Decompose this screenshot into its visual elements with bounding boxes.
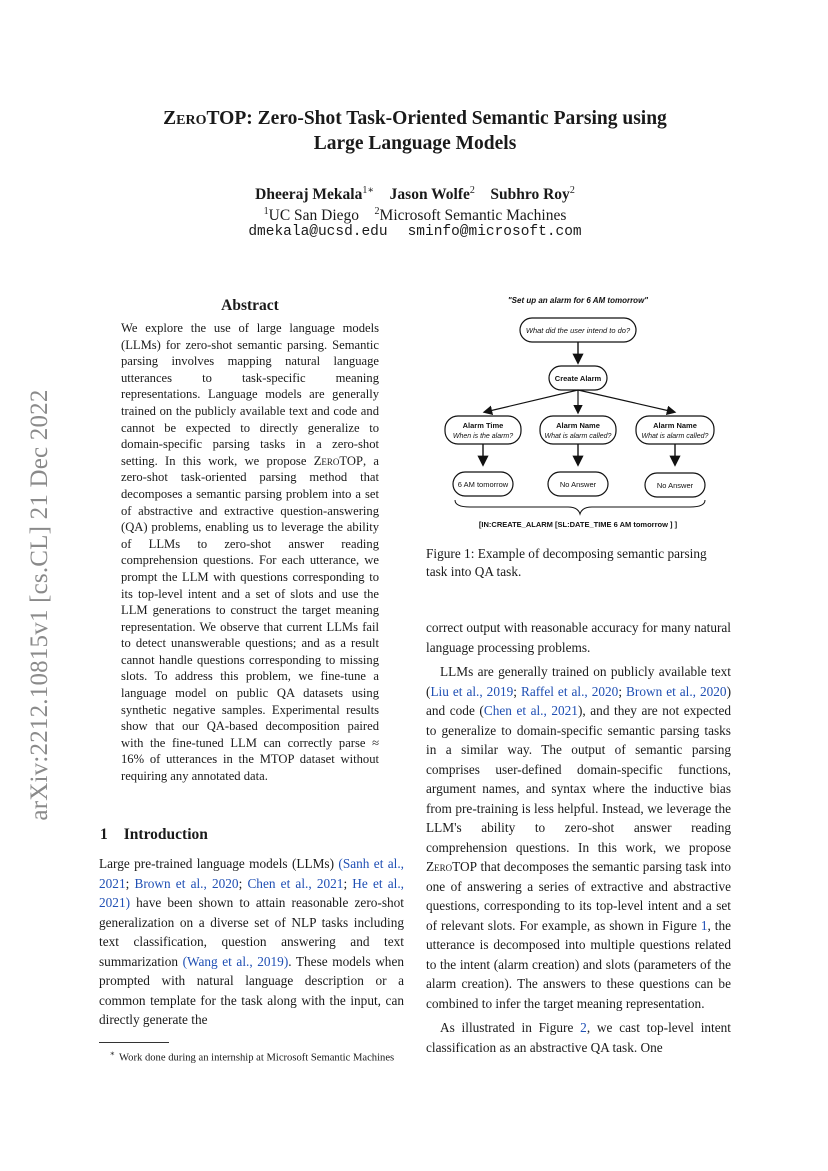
footnote-mark: ∗ [109,1049,116,1058]
arxiv-id-text: arXiv:2212.10815v1 [cs.CL] 21 Dec 2022 [26,389,53,821]
output-parse: [IN:CREATE_ALARM [SL:DATE_TIME 6 AM tomorrow ] ] [478,520,678,529]
paragraph: correct output with reasonable accuracy for many natural language processing problems. [426,620,731,655]
author-mark: 1∗ [362,185,375,196]
arrow [485,390,578,412]
utterance-text: "Set up an alarm for 6 AM tomorrow" [507,296,649,305]
slot-name: Alarm Time [462,421,504,430]
paragraph: As illustrated in Figure 2, we cast top-level intent classification as an abstractive QA task. One [426,1020,731,1055]
system-name: ZeroTOP [313,453,363,468]
email: sminfo@microsoft.com [407,224,582,240]
affil-mark: 2 [374,206,380,217]
answer-text: No Answer [559,480,597,489]
citation-link[interactable]: Chen et al., 2021 [247,875,344,891]
slot-name: Alarm Name [653,421,697,430]
intro-right-column [426,618,731,1057]
title-line-1: : Zero-Shot Task-Oriented Semantic Parsing using [246,108,667,129]
citation-link[interactable]: (Wang et al., 2019) [182,953,289,969]
answer-text: No Answer [656,481,694,490]
arrow [578,390,674,412]
footnote-text: Work done during an internship at Microsoft Semantic Machines [119,1052,395,1064]
slot-question: What is alarm called? [544,433,612,440]
section-heading [100,826,208,844]
combine-brace [455,500,705,514]
figure-caption: Figure 1: Example of decomposing semantic parsing task into QA task. [426,546,707,579]
author-emails [100,222,730,242]
abstract-heading: Abstract [221,297,279,314]
footnote [99,1047,404,1066]
abstract-text: We explore the use of large language models (LLMs) for zero-shot semantic parsing. Semantic parsing involves mapping natural language utterances to task-specific meaning representations. Language models are generally trained on the publicly available text and code and cannot be expected to directly generalize to domain-specific parsing tasks in a zero-shot setting. In this work, we propose ZeroTOP, a zero-shot task-oriented parsing method that decomposes a semantic parsing problem into a set of abstractive and extractive question-answering (QA) problems, enabling us to leverage the ability of LLMs to zero-shot answer reading comprehension questions. For each utterance, we prompt the LLM with questions corresponding to its top-level intent and a set of slots and use the LLM generations to construct the target meaning representation. We observe that current LLMs fail to detect unanswerable questions; and as a result cannot handle questions corresponding to missing slots. To address this problem, we fine-tune a language model on public QA datasets using synthetic negative samples. Experimental results show that our QA-based decomposition paired with the fine-tuned LLM can correctly parse ≈ 16% of utterances in the MTOP dataset without requiring any annotated data. [121,321,379,784]
section-title: Introduction [123,826,208,843]
citation-link[interactable]: Brown et al., 2020 [134,875,239,891]
arxiv-side-identifier [10,360,70,850]
intro-left-paragraph: Large pre-trained language models (LLMs) (Sanh et al., 2021; Brown et al., 2020; Chen et al., 2021; He et al., 2021) have been shown to attain reasonable zero-shot generalization on a diverse set of NLP tasks including text classification, question answering and text summarization (Wang et al., 2019). These models when prompted with natural language description or a common template for the task along with the input, can directly generate the [99,856,404,1027]
author-mark: 2 [569,185,575,196]
root-question-text: What did the user intend to do? [525,326,631,335]
figure-1-diagram [430,292,740,537]
author-mark: 2 [469,185,475,196]
title-system-name: ZeroTOP [163,108,247,129]
footnote-rule [99,1042,169,1043]
slot-question: When is the alarm? [452,433,514,440]
citation-link[interactable]: (Sanh et al., 2021 [99,856,404,891]
citation-link[interactable]: Brown et al., 2020 [626,683,727,699]
intent-text: Create Alarm [554,374,602,383]
affiliation: Microsoft Semantic Machines [379,207,567,225]
figure-ref-link[interactable]: 2 [580,1020,587,1035]
citation-link[interactable]: Chen et al., 2021 [483,703,578,718]
answer-text: 6 AM tomorrow [457,480,509,489]
figure-ref-link[interactable]: 1 [700,917,708,933]
affil-mark: 1 [263,206,269,217]
section-number: 1 [100,826,108,843]
system-name: ZeroTOP [426,859,478,874]
author-name: Dheeraj Mekala [255,186,363,204]
citation-link[interactable]: He et al., 2021) [99,875,404,910]
slot-question: What is alarm called? [641,433,709,440]
email: dmekala@ucsd.edu [248,224,388,240]
affiliation: UC San Diego [268,207,360,225]
title-line-2: Large Language Models [313,133,517,154]
author-name: Subhro Roy [490,186,570,204]
author-name: Jason Wolfe [389,186,470,204]
paragraph: LLMs are generally trained on publicly available text (Liu et al., 2019; Raffel et al., 2020; Brown et al., 2020) and code (Chen et al., 2021), and they are not expected to generalize to domain-specific semantic parsing tasks in a similar way. The output of semantic parsing comprises user-defined domain-specific functions, argument names, and syntax where the inductive bias from pre-training is less helpful. Instead, we leverage the LLM's ability to zero-shot answer reading comprehension questions. In this work, we propose ZeroTOP that decomposes the semantic parsing task into one of answering a series of extractive and abstractive questions, corresponding to its top-level intent and a set of relevant slots. For example, as shown in Figure 1, the utterance is decomposed into multiple questions related to the intent (alarm creation) and slots (parameters of the alarm creation). The answers to these questions can be combined to infer the target meaning representation. [426,664,732,1011]
citation-link[interactable]: Raffel et al., 2020 [520,683,619,699]
citation-link[interactable]: Liu et al., 2019 [430,683,514,699]
paper-title [100,106,730,156]
slot-name: Alarm Name [556,421,600,430]
